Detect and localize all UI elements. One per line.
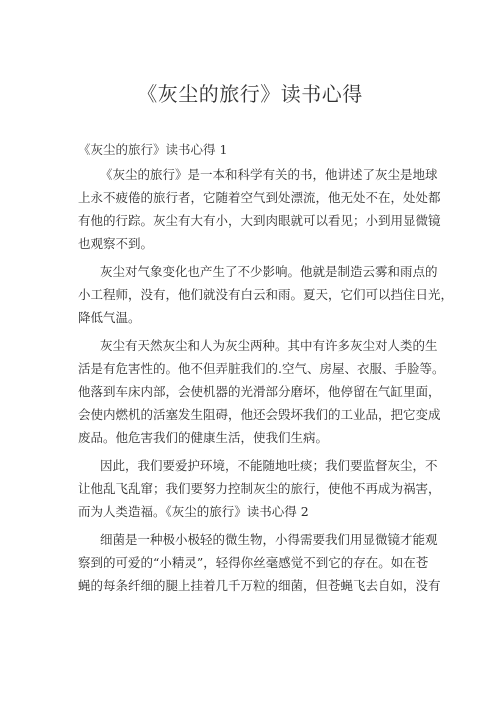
document-body [78,163,454,602]
text-line: 废品。他危害我们的健康生活，使我们生病。 [78,430,329,445]
paragraph [78,334,445,449]
text-line: 蝇的每条纤细的腿上挂着几千万粒的细菌，但苍蝇飞去自如，没有 [78,578,441,593]
text-line: 他落到车床内部，会使机器的光滑部分磨坏，他停留在气缸里面， [78,384,441,399]
text-line: 因此，我们要爱护环境，不能随地吐痰；我们要监督灰尘，不 [100,458,438,473]
text-line: 《灰尘的旅行》是一本和科学有关的书，他讲述了灰尘是地球 [100,167,438,182]
text-line: 活是有危害性的。他不但弄脏我们的.空气、房屋、衣服、手脸等。 [78,361,445,376]
text-line: 让他乱飞乱窜；我们要努力控制灰尘的旅行，使他不再成为祸害， [78,481,441,496]
paragraph [78,528,441,597]
text-line: 灰尘有天然灰尘和人为灰尘两种。其中有许多灰尘对人类的生 [100,338,438,353]
text-line: 察到的可爱的“小精灵”，轻得你丝毫感觉不到它的存在。如在苍 [78,555,429,570]
text-line: 降低气温。 [78,310,141,325]
document-title: 《灰尘的旅行》读书心得 [137,82,363,106]
paragraph [78,163,441,255]
paragraph [78,260,454,329]
paragraph [78,454,441,523]
text-line: 而为人类造福。《灰尘的旅行》读书心得 2 [78,504,309,519]
text-line: 细菌是一种极小极轻的微生物，小得需要我们用显微镜才能观 [100,532,438,547]
text-line: 会使内燃机的活塞发生阻碍，他还会毁坏我们的工业品，把它变成 [78,407,441,422]
text-line: 有他的行踪。灰尘有大有小，大到肉眼就可以看见；小到用显微镜 [78,213,441,228]
section-heading: 《灰尘的旅行》读书心得 1 [78,142,228,157]
text-line: 灰尘对气象变化也产生了不少影响。他就是制造云雾和雨点的 [100,264,438,279]
text-line: 上永不疲倦的旅行者，它随着空气到处漂流，他无处不在，处处都 [78,190,441,205]
text-line: 小工程师，没有，他们就没有白云和雨。夏天，它们可以挡住日光， [78,287,454,302]
text-line: 也观察不到。 [78,236,154,251]
